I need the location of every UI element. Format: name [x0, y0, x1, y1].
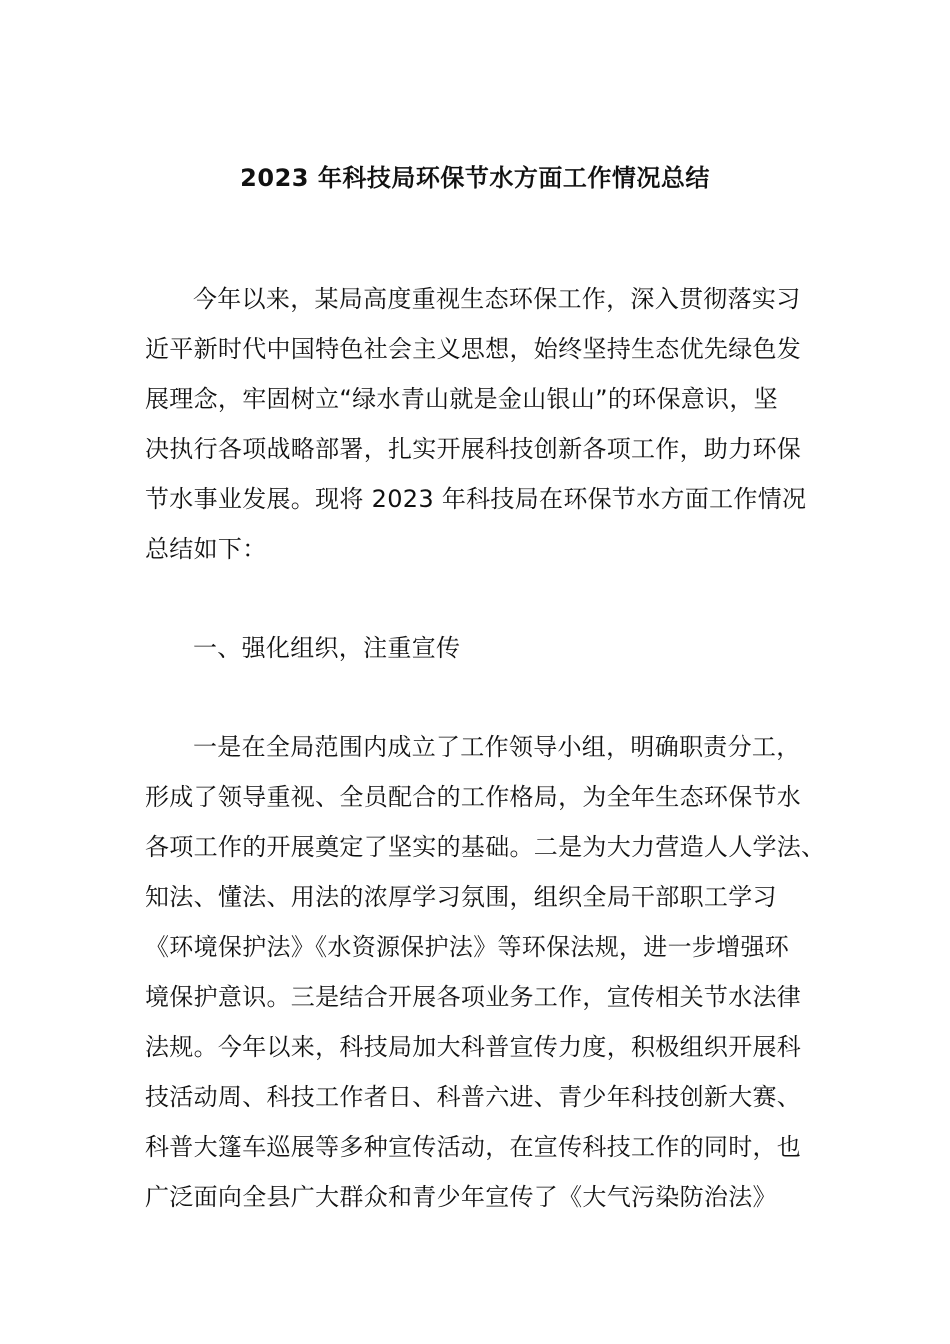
paragraph-line: 一是在全局范围内成立了工作领导小组，明确职责分工，: [193, 733, 801, 761]
paragraph-line: 知法、懂法、用法的浓厚学习氛围，组织全局干部职工学习: [145, 883, 777, 911]
section-heading-text: 一、强化组织，注重宣传: [193, 634, 461, 662]
paragraph-line: 总结如下：: [145, 535, 267, 563]
paragraph-line: 展理念，牢固树立“绿水青山就是金山银山”的环保意识，坚: [145, 385, 778, 413]
paragraph-line: 节水事业发展。现将 2023 年科技局在环保节水方面工作情况: [145, 485, 807, 513]
paragraph-line: 法规。今年以来，科技局加大科普宣传力度，积极组织开展科: [145, 1033, 802, 1061]
section-paragraph: [145, 722, 826, 1222]
intro-paragraph: [145, 274, 810, 574]
paragraph-line: 近平新时代中国特色社会主义思想，始终坚持生态优先绿色发: [145, 335, 802, 363]
paragraph-line: 《环境保护法》《水资源保护法》等环保法规，进一步增强环: [145, 933, 790, 961]
paragraph-line: 决执行各项战略部署，扎实开展科技创新各项工作，助力环保: [145, 435, 802, 463]
section-heading: [145, 623, 810, 673]
paragraph-line: 今年以来，某局高度重视生态环保工作，深入贯彻落实习: [193, 285, 801, 313]
paragraph-line: 广泛面向全县广大群众和青少年宣传了《大气污染防治法》: [145, 1183, 777, 1211]
paragraph-line: 境保护意识。三是结合开展各项业务工作，宣传相关节水法律: [145, 983, 802, 1011]
paragraph-line: 各项工作的开展奠定了坚实的基础。二是为大力营造人人学法、: [145, 833, 826, 861]
paragraph-line: 技活动周、科技工作者日、科普六进、青少年科技创新大赛、: [145, 1083, 802, 1111]
document-title: 2023 年科技局环保节水方面工作情况总结: [240, 164, 710, 192]
paragraph-line: 科普大篷车巡展等多种宣传活动，在宣传科技工作的同时，也: [145, 1133, 802, 1161]
paragraph-line: 形成了领导重视、全员配合的工作格局，为全年生态环保节水: [145, 783, 802, 811]
